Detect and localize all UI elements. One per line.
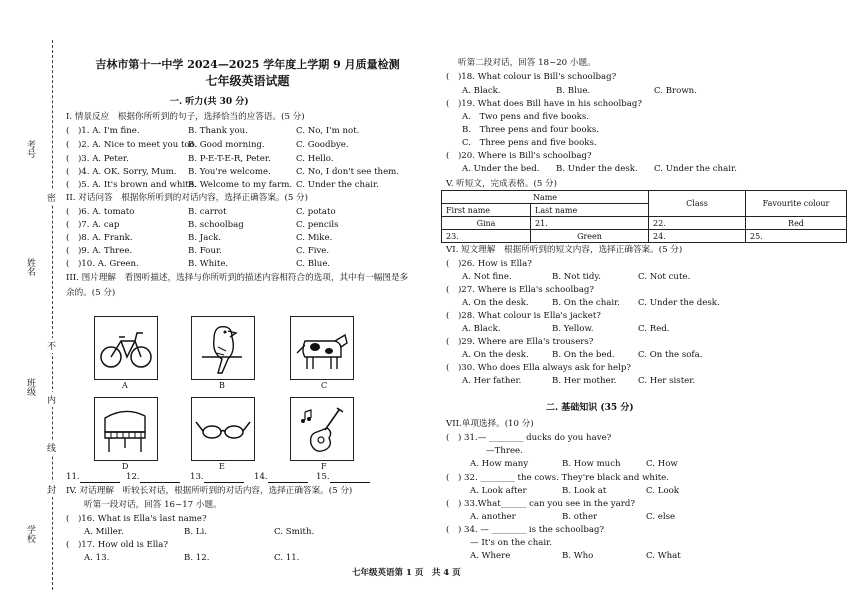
picture-piano [94, 397, 158, 461]
option: B. Blue. [556, 86, 591, 96]
option: B. White. [188, 259, 229, 269]
piano-icon [95, 398, 157, 460]
option: B. 12. [184, 553, 210, 563]
question-20: ( )20. Where is Bill's schoolbag? [446, 151, 592, 161]
question-item: ( )9. A. Three. [66, 246, 133, 256]
table-header-first-name: First name [442, 204, 531, 217]
question-31-reply: —Three. [486, 446, 523, 456]
question-17: ( )17. How old is Ella? [66, 540, 169, 550]
label-exam-number: 考号 [25, 140, 35, 158]
part1-heading: 一. 听力(共 30 分) [170, 97, 249, 107]
option: B. Li. [184, 527, 207, 537]
option: B. Yellow. [552, 324, 594, 334]
option: C. Five. [296, 246, 330, 256]
seal-char: 密 [47, 190, 56, 205]
option: B. Four. [188, 246, 222, 256]
exam-title-line1: 吉林市第十一中学 2024—2025 学年度上学期 9 月质量检测 [95, 58, 400, 71]
section7-title: VII.单项选择。(10 分) [446, 419, 534, 429]
option: B. P-E-T-E-R, Peter. [188, 154, 271, 164]
bicycle-icon [95, 317, 157, 379]
seal-char: 封 [47, 482, 56, 497]
blank-line [80, 482, 120, 483]
page-footer: 七年级英语第 1 页 共 4 页 [352, 568, 461, 578]
option: A. Where [470, 551, 511, 561]
blank-line [330, 482, 370, 483]
seal-char: 线 [47, 440, 56, 455]
option: C. Smith. [274, 527, 315, 537]
option: C. Brown. [654, 86, 697, 96]
option: B. On the bed. [552, 350, 615, 360]
question-34-reply: — It's on the chair. [470, 538, 553, 548]
label-class: 班级 [25, 378, 35, 396]
question-32: ( ) 32. ________ the cows. They're black and white. [446, 473, 669, 483]
answer-blank[interactable]: 12. [126, 472, 140, 482]
table-header-class: Class [649, 191, 746, 217]
option: A. On the desk. [462, 298, 529, 308]
table-cell-blank[interactable]: 24. [649, 230, 746, 243]
option: C. What [646, 551, 681, 561]
binding-margin [0, 0, 70, 609]
option: B. On the chair. [552, 298, 621, 308]
table-cell: Red [746, 217, 847, 230]
option: A. Black. [462, 86, 501, 96]
section4-title: IV. 对话理解 听较长对话，根据所听到的对话内容，选择正确答案。(5 分) [66, 486, 353, 496]
section5-title: V. 听短文，完成表格。(5 分) [446, 179, 558, 189]
option: C. 11. [274, 553, 300, 563]
question-30: ( )30. Who does Ella always ask for help? [446, 363, 631, 373]
section3-title-cont: 余的。(5 分) [66, 288, 116, 298]
option: B. Under the desk. [556, 164, 638, 174]
option: B. other [562, 512, 598, 522]
seal-char: 内 [47, 392, 56, 407]
section2-title: II. 对话问答 根据你所听到的对话内容，选择正确答案。(5 分) [66, 193, 309, 203]
question-item: ( )5. A. It's brown and white. [66, 180, 197, 190]
question-28: ( )28. What colour is Ella's jacket? [446, 311, 601, 321]
table-cell-blank[interactable]: 22. [649, 217, 746, 230]
picture-glasses [191, 397, 255, 461]
question-34: ( ) 34. — ________ is the schoolbag? [446, 525, 605, 535]
picture-label: D [122, 462, 129, 471]
answer-blank[interactable]: 11. [66, 472, 80, 482]
option: B. Her mother. [552, 376, 617, 386]
question-item: ( )4. A. OK. Sorry, Mum. [66, 167, 177, 177]
question-26: ( )26. How is Ella? [446, 259, 532, 269]
picture-cow [290, 316, 354, 380]
question-item: ( )8. A. Frank. [66, 233, 133, 243]
table-header-last-name: Last name [531, 204, 649, 217]
option: C. Mike. [296, 233, 333, 243]
table-cell-blank[interactable]: 23. [442, 230, 531, 243]
question-19: ( )19. What does Bill have in his schoolbag? [446, 99, 642, 109]
option: C. No, I'm not. [296, 126, 360, 136]
option: B. Thank you. [188, 126, 248, 136]
option: B. You're welcome. [188, 167, 271, 177]
picture-label: C [321, 381, 328, 390]
section1-title: I. 情景反应 根据你所听到的句子，选择恰当的应答语。(5 分) [66, 112, 305, 122]
option: A. 13. [84, 553, 110, 563]
question-18: ( )18. What colour is Bill's schoolbag? [446, 72, 617, 82]
answer-blank[interactable]: 13. [190, 472, 204, 482]
blank-line [140, 482, 180, 483]
option: B. How much [562, 459, 621, 469]
dialogue1-intro: 听第一段对话，回答 16~17 小题。 [84, 500, 222, 510]
question-33: ( ) 33.What______ can you see in the yard? [446, 499, 635, 509]
seal-char: 不 [47, 338, 56, 353]
option: C. Not cute. [638, 272, 691, 282]
option: C. pencils [296, 220, 339, 230]
picture-guitar [290, 397, 354, 461]
option: B. schoolbag [188, 220, 244, 230]
option: A. Two pens and five books. [462, 112, 589, 122]
option: B. Look at [562, 486, 607, 496]
question-27: ( )27. Where is Ella's schoolbag? [446, 285, 594, 295]
blank-line [268, 482, 308, 483]
picture-label: B [219, 381, 225, 390]
option: C. Her sister. [638, 376, 696, 386]
table-cell-blank[interactable]: 21. [531, 217, 649, 230]
answer-blank[interactable]: 14. [254, 472, 268, 482]
option: C. How [646, 459, 678, 469]
option: C. Three pens and five books. [462, 138, 597, 148]
table-cell: Green [531, 230, 649, 243]
question-item: ( )2. A. Nice to meet you too. [66, 140, 198, 150]
parrot-icon [192, 317, 254, 379]
option: C. On the sofa. [638, 350, 703, 360]
answer-blank[interactable]: 15. [316, 472, 330, 482]
picture-parrot [191, 316, 255, 380]
option: A. How many [470, 459, 529, 469]
option: C. Blue. [296, 259, 331, 269]
option: B. Three pens and four books. [462, 125, 600, 135]
glasses-icon [192, 398, 254, 460]
info-table [441, 190, 847, 243]
section3-title: III. 图片理解 看图听描述，选择与你所听到的描述内容相符合的选项，其中有一幅图是多 [66, 273, 409, 283]
table-cell-blank[interactable]: 25. [746, 230, 847, 243]
option: C. else [646, 512, 676, 522]
option: B. carrot [188, 207, 227, 217]
question-item: ( )7. A. cap [66, 220, 120, 230]
option: A. another [470, 512, 516, 522]
option: C. Red. [638, 324, 670, 334]
section6-title: VI. 短文理解 根据所听到的短文内容，选择正确答案。(5 分) [446, 245, 683, 255]
blank-line [204, 482, 244, 483]
option: C. No, I don't see them. [296, 167, 400, 177]
option: B. Jack. [188, 233, 222, 243]
picture-label: A [122, 381, 128, 390]
label-school: 学校 [25, 525, 35, 543]
question-item: ( )10. A. Green. [66, 259, 139, 269]
option: B. Good morning. [188, 140, 265, 150]
option: C. Goodbye. [296, 140, 349, 150]
cow-icon [291, 317, 353, 379]
option: A. On the desk. [462, 350, 529, 360]
binding-dashed-line [52, 40, 53, 590]
option: A. Under the bed. [462, 164, 540, 174]
table-header-colour: Favourite colour [746, 191, 847, 217]
option: B. Who [562, 551, 594, 561]
picture-label: F [321, 462, 327, 471]
table-cell: Gina [442, 217, 531, 230]
question-31: ( ) 31.— ________ ducks do you have? [446, 433, 612, 443]
question-item: ( )3. A. Peter. [66, 154, 129, 164]
option: B. Not tidy. [552, 272, 601, 282]
option: B. Welcome to my farm. [188, 180, 293, 190]
option: A. Look after [470, 486, 527, 496]
guitar-icon [291, 398, 353, 460]
option: A. Not fine. [462, 272, 512, 282]
dialogue2-intro: 听第二段对话，回答 18~20 小题。 [458, 58, 596, 68]
option: C. Hello. [296, 154, 334, 164]
question-item: ( )1. A. I'm fine. [66, 126, 140, 136]
option: C. potato [296, 207, 336, 217]
question-16: ( )16. What is Ella's last name? [66, 514, 207, 524]
question-item: ( )6. A. tomato [66, 207, 135, 217]
exam-title-line2: 七年级英语试题 [205, 74, 290, 88]
question-29: ( )29. Where are Ella's trousers? [446, 337, 594, 347]
picture-label: E [219, 462, 225, 471]
option: C. Under the desk. [638, 298, 720, 308]
picture-bicycle [94, 316, 158, 380]
option: A. Her father. [462, 376, 522, 386]
option: A. Miller. [84, 527, 124, 537]
option: A. Black. [462, 324, 501, 334]
part2-heading: 二. 基础知识 (35 分) [546, 403, 634, 413]
table-header-name: Name [442, 191, 649, 204]
label-name: 姓名 [25, 258, 35, 276]
option: C. Under the chair. [296, 180, 379, 190]
option: C. Under the chair. [654, 164, 737, 174]
option: C. Look [646, 486, 679, 496]
